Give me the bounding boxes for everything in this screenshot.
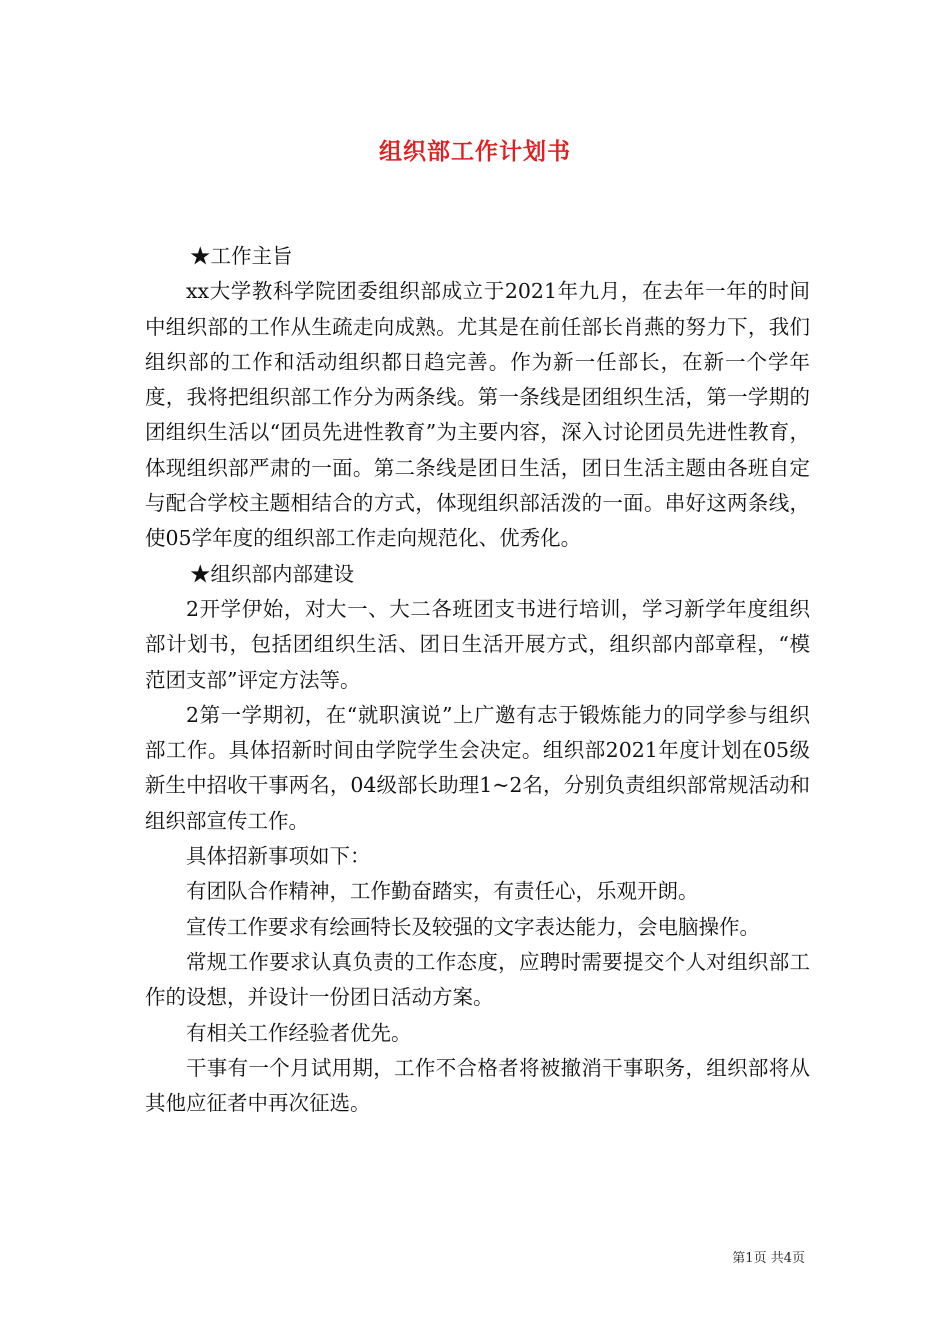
paragraph: 常规工作要求认真负责的工作态度，应聘时需要提交个人对组织部工作的设想，并设计一份团日活动方案。 bbox=[145, 949, 810, 1010]
page-number-footer bbox=[732, 1247, 805, 1266]
total-pages-number: 4 bbox=[783, 1251, 792, 1266]
paragraph: 干事有一个月试用期，工作不合格者将被撤消干事职务，组织部将从其他应征者中再次征选。 bbox=[145, 1055, 810, 1116]
footer-prefix: 第 bbox=[732, 1251, 746, 1266]
paragraph: xx大学教科学院团委组织部成立于2021年九月，在去年一年的时间中组织部的工作从生疏走向成熟。尤其是在前任部长肖燕的努力下，我们组织部的工作和活动组织都日趋完善。作为新一任部长，在新一个学年度，我将把组织部工作分为两条线。第一条线是团组织生活，第一学期的团组织生活以“团员先进性教育”为主要内容，深入讨论团员先进性教育，体现组织部严肃的一面。第二条线是团日生活，团日生活主题由各班自定与配合学校主题相结合的方式，体现组织部活泼的一面。串好这两条线，使05学年度的组织部工作走向规范化、优秀化。 bbox=[145, 279, 810, 551]
paragraph: 具体招新事项如下： bbox=[186, 844, 371, 869]
paragraph: 有团队合作精神，工作勤奋踏实，有责任心，乐观开朗。 bbox=[186, 879, 699, 904]
document-body bbox=[145, 239, 810, 1121]
document-title: 组织部工作计划书 bbox=[379, 138, 571, 165]
footer-middle: 页 共 bbox=[753, 1251, 784, 1266]
current-page-number: 1 bbox=[745, 1251, 754, 1266]
section-heading: ★工作主旨 bbox=[190, 244, 293, 268]
paragraph: 2第一学期初，在“就职演说”上广邀有志于锻炼能力的同学参与组织部工作。具体招新时间由学院学生会决定。组织部2021年度计划在05级新生中招收干事两名，04级部长助理1~2名，分别负责组织部常规活动和组织部宣传工作。 bbox=[145, 702, 810, 833]
paragraph: 有相关工作经验者优先。 bbox=[186, 1020, 412, 1045]
paragraph: 2开学伊始，对大一、大二各班团支书进行培训，学习新学年度组织部计划书，包括团组织生活、团日生活开展方式，组织部内部章程，“模范团支部”评定方法等。 bbox=[145, 596, 810, 692]
paragraph: 宣传工作要求有绘画特长及较强的文字表达能力，会电脑操作。 bbox=[186, 914, 760, 939]
footer-suffix: 页 bbox=[791, 1251, 805, 1266]
section-heading: ★组织部内部建设 bbox=[190, 561, 354, 586]
